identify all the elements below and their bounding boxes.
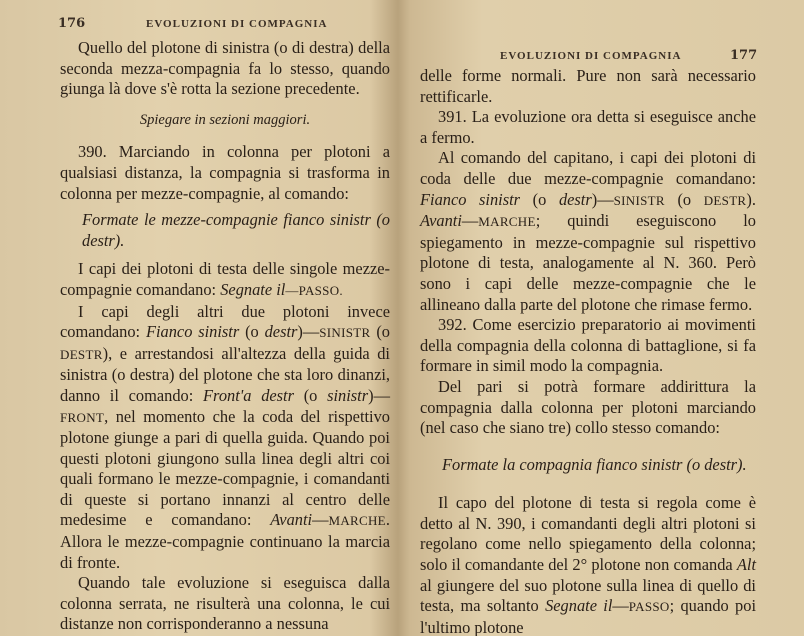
paragraph: Quello del plotone di sinistra (o di destra) della seconda mezza-compagnia fa lo stesso, quando giunga là dove s'è rotta la sezione precedente.	[60, 38, 390, 99]
right-text-block	[420, 66, 756, 636]
spacer	[420, 439, 756, 449]
paragraph: Al comando del capitano, i capi dei plotoni di coda delle due mezze-compagnie comandano: Fianco sinistr (o destr)—SINISTR (o DESTR). Avanti—MARCHE; quindi eseguiscono lo spiegamento in mezze-compagnie sul rispettivo plotone di testa, analogamente al N. 360. Però sono i capi delle mezze-compagnie che le allineano dalla parte del plotone che rimase fermo.	[420, 148, 756, 314]
page-number: 176	[58, 16, 86, 31]
right-page	[404, 0, 804, 636]
command-line: Formate la compagnia fianco sinistr (o destr).	[442, 454, 747, 474]
running-head: EVOLUZIONI DI COMPAGNIA	[146, 18, 328, 30]
left-page	[0, 0, 400, 636]
running-head: EVOLUZIONI DI COMPAGNIA	[500, 50, 682, 62]
page-number: 177	[730, 48, 758, 63]
paragraph: 391. La evoluzione ora detta si eseguisce anche a fermo.	[420, 107, 756, 147]
command-line: Formate le mezze-compagnie fianco sinistr (o destr).	[82, 210, 390, 250]
paragraph: Il capo del plotone di testa si regola come è detto al N. 390, i comandanti degli altri plotoni si regolano come nello spiegamento della colonna; solo il comandante del 2° plotone non comanda Alt al giungere del suo plotone sulla linea di quello di testa, ma soltanto Segnate il—PASSO; quando poi l'ultimo plotone	[420, 493, 756, 636]
paragraph: 390. Marciando in colonna per plotoni a qualsiasi distanza, la compagnia si trasforma in colonna per mezze-compagnie, al comando:	[60, 142, 390, 203]
section-heading: Spiegare in sezioni maggiori.	[139, 111, 311, 128]
paragraph: 392. Come esercizio preparatorio ai movimenti della compagnia della colonna di battaglione, si fa formare in simil modo la compagnia.	[420, 315, 756, 376]
paragraph: Quando tale evoluzione si eseguisca dalla colonna serrata, ne risulterà una colonna, le cui distanze non corrisponderanno a nessuna	[60, 573, 390, 634]
paragraph: I capi degli altri due plotoni invece comandano: Fianco sinistr (o destr)—SINISTR (o DESTR), e arrestandosi all'altezza della guida di sinistra (o destra) del plotone che sta loro dinanzi, danno il comando: Front'a destr (o sinistr)—FRONT, nel momento che la coda del rispettivo plotone giunge a pari di quella guida. Quando poi questi plotoni giungono sulla linea degli altri coi quali formano le mezze-compagnie, i comandanti di queste si portano innanzi al centro delle medesime e comandano: Avanti—MARCHE. Allora le mezze-compagnie continuano la marcia di fronte.	[60, 301, 390, 572]
paragraph: delle forme normali. Pure non sarà necessario rettificarle.	[420, 66, 756, 106]
left-text-block	[60, 38, 390, 635]
paragraph: Del pari si potrà formare addirittura la compagnia dalla colonna per plotoni marciando (nel caso che siano tre) collo stesso comando:	[420, 376, 756, 438]
paragraph: I capi dei plotoni di testa delle singole mezze-compagnie comandano: Segnate il—PASSO.	[60, 259, 390, 299]
